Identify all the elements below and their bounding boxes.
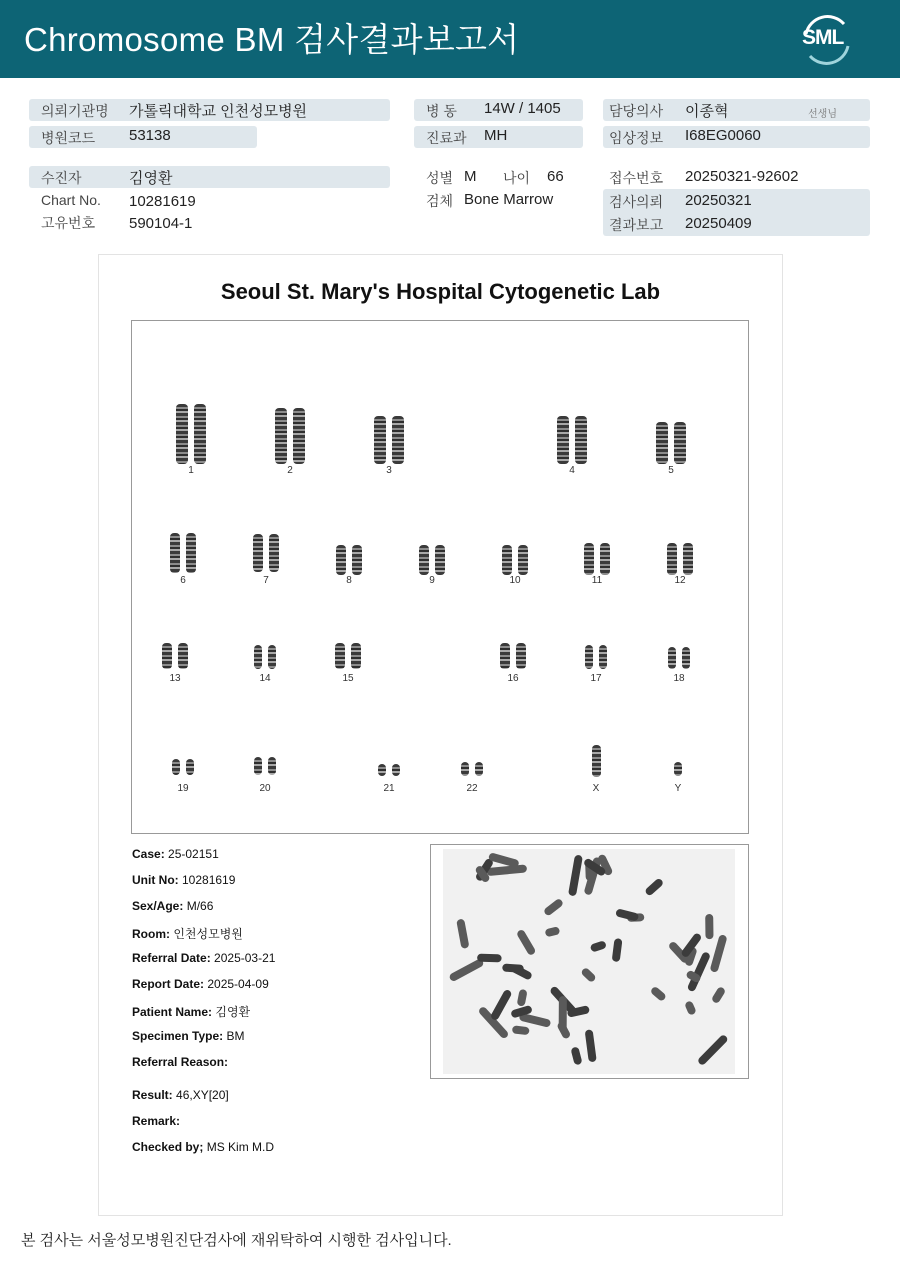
result-line: Result: 46,XY[20] (132, 1088, 229, 1102)
chromosome-4-b (575, 416, 587, 464)
chromosome-number-12: 12 (674, 575, 686, 586)
metaphase-chromosome (543, 898, 564, 917)
clinical-label: 임상정보 (609, 130, 664, 146)
id-value: 590104-1 (129, 215, 193, 232)
chromosome-number-16: 16 (507, 673, 519, 684)
sex-value: M (464, 168, 477, 185)
metaphase-chromosome (556, 1021, 571, 1040)
metaphase-chromosome (612, 938, 623, 962)
chromosome-number-19: 19 (177, 783, 189, 794)
chromosome-19-b (186, 759, 194, 775)
chromosome-13-b (178, 643, 188, 669)
sml-logo (798, 12, 854, 66)
chromosome-10-b (518, 545, 528, 575)
chromosome-14-b (268, 645, 276, 669)
chromosome-21-b (392, 764, 400, 776)
chromosome-17-b (599, 645, 607, 669)
metaphase-chromosome (644, 877, 664, 896)
chromosome-2-a (275, 408, 287, 464)
chromosome-number-2: 2 (287, 465, 293, 476)
chromosome-number-15: 15 (342, 673, 354, 684)
metaphase-chromosome (705, 914, 713, 939)
lab-title: Seoul St. Mary's Hospital Cytogenetic Lab (220, 279, 661, 304)
receipt-label: 접수번호 (609, 170, 664, 186)
chromosome-number-8: 8 (346, 575, 352, 586)
metaphase-chromosome (711, 986, 727, 1004)
metaphase-chromosome (490, 989, 513, 1022)
chromosome-number-6: 6 (180, 575, 186, 586)
refdate-line: Referral Date: 2025-03-21 (132, 951, 276, 965)
chromosome-18-a (668, 647, 676, 669)
dept-value: MH (484, 127, 508, 144)
chromosome-number-22: 22 (466, 783, 478, 794)
hospital-code-label: 병원코드 (41, 130, 96, 146)
chromosome-number-17: 17 (590, 673, 602, 684)
ward-value: 14W / 1405 (484, 100, 561, 117)
patient-label: 수진자 (41, 170, 82, 186)
chromosome-number-14: 14 (259, 673, 271, 684)
referring-org-label: 의뢰기관명 (41, 103, 109, 119)
chromosome-number-10: 10 (509, 575, 521, 586)
reason-line: Referral Reason: (132, 1055, 229, 1069)
chromosome-11-a (584, 543, 594, 575)
unit-line: Unit No: 10281619 (132, 873, 236, 887)
metaphase-spread (431, 845, 748, 1078)
patient-value: 김영환 (129, 170, 173, 187)
age-value: 66 (547, 168, 564, 185)
chromosome-number-3: 3 (386, 465, 392, 476)
chromosome-16-b (516, 643, 526, 669)
metaphase-chromosome (697, 1034, 729, 1067)
chart-label: Chart No. (41, 192, 101, 208)
sex-label: 성별 (426, 170, 454, 186)
chromosome-number-20: 20 (259, 783, 271, 794)
chromosome-number-Y: Y (674, 783, 682, 794)
chromosome-3-a (374, 416, 386, 464)
metaphase-chromosome (486, 864, 527, 876)
chromosome-number-21: 21 (383, 783, 395, 794)
page-title: Chromosome BM 검사결과보고서 (24, 21, 520, 58)
metaphase-image (430, 844, 749, 1079)
metaphase-chromosome (448, 958, 484, 983)
chromosome-22-b (475, 762, 483, 776)
receipt-value: 20250321-92602 (685, 168, 799, 185)
chromosome-5-b (674, 422, 686, 464)
chromosome-22-a (461, 762, 469, 776)
chromosome-20-b (268, 757, 276, 775)
id-label: 고유번호 (41, 215, 96, 231)
chromosome-number-1: 1 (188, 465, 194, 476)
chromosome-number-5: 5 (668, 465, 674, 476)
dept-label: 진료과 (426, 130, 467, 146)
chromosome-18-b (682, 647, 690, 669)
metaphase-chromosome (512, 1025, 530, 1035)
chromosome-5-a (656, 422, 668, 464)
specimen-label: 검체 (426, 193, 454, 209)
metaphase-chromosome (650, 986, 667, 1003)
metaphase-chromosome (517, 989, 528, 1007)
chromosome-12-b (683, 543, 693, 575)
pname-line: Patient Name: 김영환 (132, 1005, 251, 1019)
chromosome-number-13: 13 (169, 673, 181, 684)
chromosome-17-a (585, 645, 593, 669)
age-label: 나이 (503, 170, 531, 186)
metaphase-chromosome (684, 1000, 697, 1016)
metaphase-chromosome (502, 963, 524, 972)
room-line: Room: 인천성모병원 (132, 927, 243, 941)
chromosome-Y-a (674, 762, 682, 776)
report-header (0, 0, 900, 78)
chromosome-3-b (392, 416, 404, 464)
result-date-label: 결과보고 (609, 217, 664, 233)
chromosome-15-a (335, 643, 345, 669)
remark-line: Remark: (132, 1114, 181, 1128)
chromosome-8-b (352, 545, 362, 575)
hospital-code-value: 53138 (129, 127, 171, 144)
metaphase-chromosome (456, 918, 469, 949)
chromosome-X-a (592, 745, 601, 777)
specimen-value: Bone Marrow (464, 191, 554, 208)
logo-text: SML (802, 26, 844, 49)
referring-org-value: 가톨릭대학교 인천성모병원 (129, 103, 308, 120)
chromosome-7-b (269, 534, 279, 572)
chromosome-13-a (162, 643, 172, 669)
chromosome-20-a (254, 757, 262, 775)
request-value: 20250321 (685, 192, 752, 209)
doctor-label: 담당의사 (609, 103, 664, 119)
chromosome-21-a (378, 764, 386, 776)
karyogram (131, 320, 749, 834)
chromosome-6-a (170, 533, 180, 573)
metaphase-chromosome (585, 1029, 597, 1062)
chromosome-11-b (600, 543, 610, 575)
metaphase-chromosome (545, 926, 561, 937)
request-label: 검사의뢰 (609, 194, 664, 210)
chromosome-19-a (172, 759, 180, 775)
doctor-value: 이종혁 (685, 103, 729, 120)
clinical-value: I68EG0060 (685, 127, 761, 144)
metaphase-chromosome (590, 940, 607, 952)
chromosome-8-a (336, 545, 346, 575)
chromosome-1-b (194, 404, 206, 464)
karyotype-report (98, 254, 783, 1216)
metaphase-chromosome (516, 929, 537, 957)
repdate-line: Report Date: 2025-04-09 (132, 977, 269, 991)
doctor-suffix: 선생님 (808, 109, 837, 120)
sexage-line: Sex/Age: M/66 (132, 899, 214, 913)
metaphase-chromosome (477, 954, 502, 963)
chromosome-15-b (351, 643, 361, 669)
chromosome-6-b (186, 533, 196, 573)
chromosome-14-a (254, 645, 262, 669)
result-date-value: 20250409 (685, 215, 752, 232)
chromosome-2-b (293, 408, 305, 464)
checked-line: Checked by; MS Kim M.D (132, 1140, 275, 1154)
chart-value: 10281619 (129, 193, 196, 210)
chromosome-1-a (176, 404, 188, 464)
chromosome-number-9: 9 (429, 575, 435, 586)
case-line: Case: 25-02151 (132, 847, 219, 861)
chromosome-4-a (557, 416, 569, 464)
metaphase-chromosome (615, 908, 639, 921)
chromosome-number-4: 4 (569, 465, 575, 476)
chromosome-9-a (419, 545, 429, 575)
patient-row (29, 166, 390, 188)
ward-label: 병 동 (426, 103, 457, 119)
chromosome-9-b (435, 545, 445, 575)
chromosome-7-a (253, 534, 263, 572)
metaphase-chromosome (488, 852, 520, 868)
chromosome-12-a (667, 543, 677, 575)
metaphase-chromosome (570, 1046, 582, 1065)
spec-line: Specimen Type: BM (132, 1029, 245, 1043)
chromosome-10-a (502, 545, 512, 575)
metaphase-chromosome (710, 934, 728, 973)
chromosome-number-7: 7 (263, 575, 269, 586)
chromosome-number-11: 11 (591, 575, 603, 586)
chromosome-number-X: X (592, 783, 600, 794)
metaphase-chromosome (568, 854, 583, 896)
chromosome-16-a (500, 643, 510, 669)
footer-note: 본 검사는 서울성모병원진단검사에 재위탁하여 시행한 검사입니다. (21, 1232, 452, 1249)
metaphase-chromosome (580, 967, 597, 983)
chromosome-number-18: 18 (673, 673, 685, 684)
